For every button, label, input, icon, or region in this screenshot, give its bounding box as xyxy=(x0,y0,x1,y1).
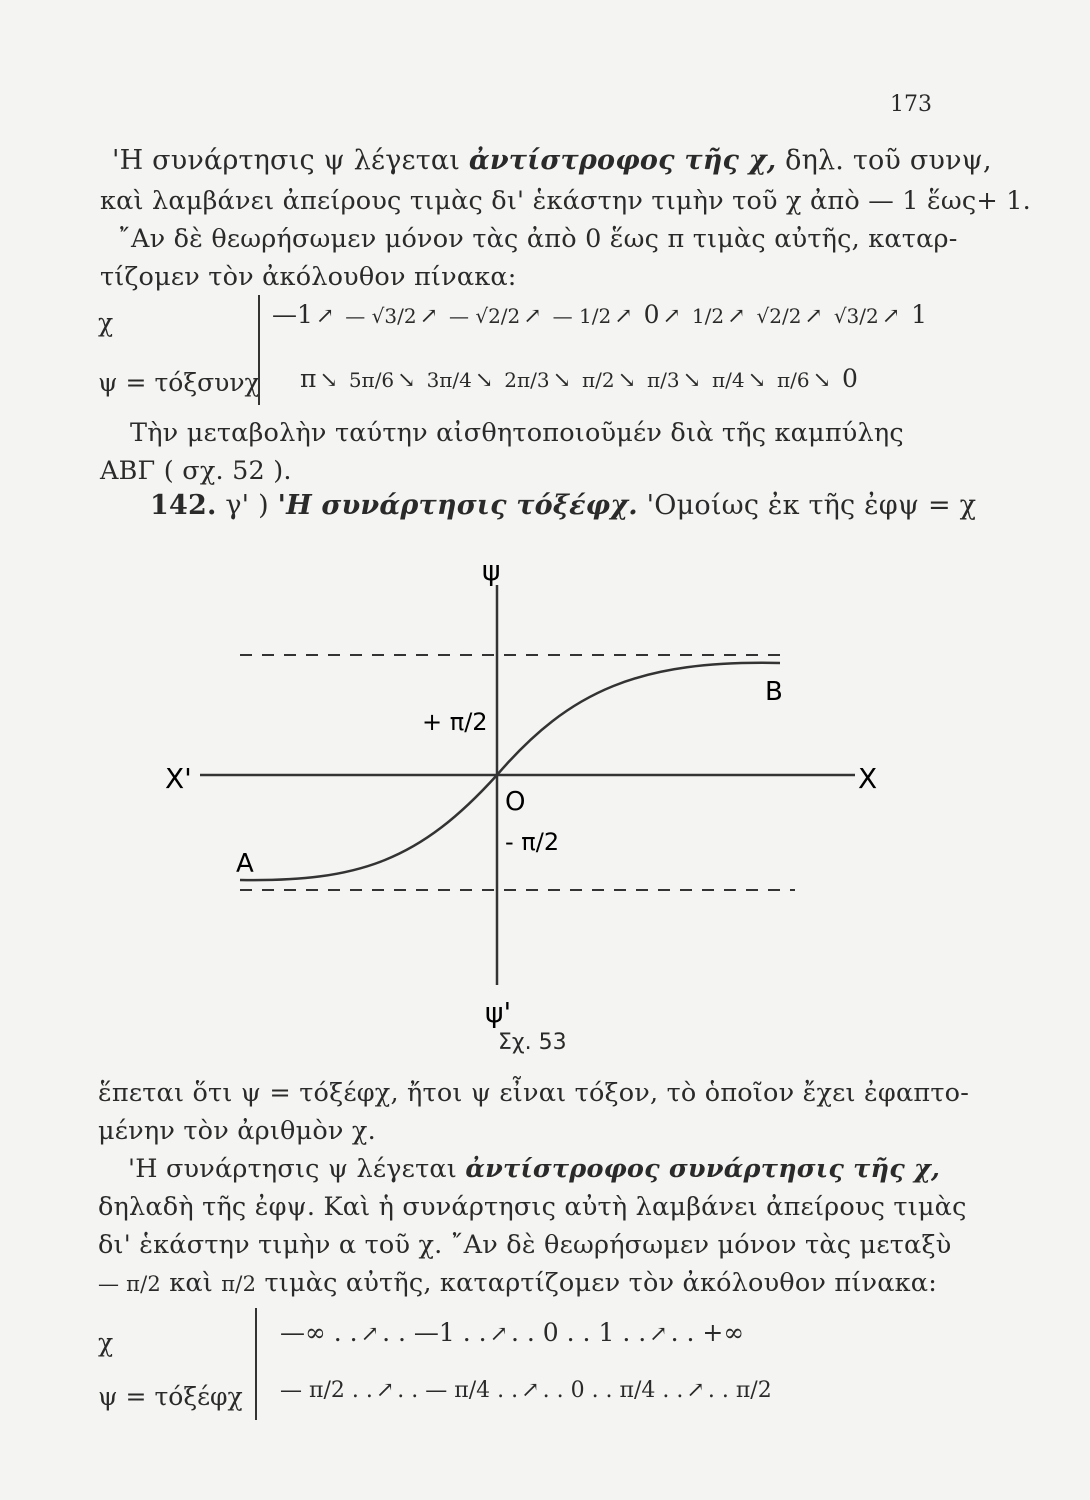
dots: . . xyxy=(622,1318,647,1347)
para2-line1: Τὴν μεταβολὴν ταύτην αἰσθητοποιοῦμέν διὰ τῆς καμπύλης xyxy=(130,418,904,448)
para3-line6-mid: καὶ xyxy=(160,1268,222,1298)
section-number: 142. xyxy=(150,490,217,521)
up-arrow-icon: ↗ xyxy=(649,1322,668,1347)
para3-line6 xyxy=(98,1268,937,1298)
para3-line6-post: τιμὰς αὐτῆς, καταρτίζομεν τὸν ἀκόλουθον πίνακα: xyxy=(256,1268,938,1298)
para1-line1-bold: ἀντίστροφος τῆς χ, xyxy=(468,145,777,176)
plus-pi-half-label: + π/2 xyxy=(422,708,488,736)
up-arrow-icon: ↗ xyxy=(523,304,542,329)
para3-line3-bold: ἀντίστροφος συνάρτησις τῆς χ, xyxy=(465,1154,941,1184)
down-arrow-icon: ↘ xyxy=(812,368,832,393)
t2-y-1: — π/4 xyxy=(425,1378,491,1403)
page-number: 173 xyxy=(890,92,932,117)
para1-line3: ῎Αν δὲ θεωρήσωμεν μόνον τὰς ἀπὸ 0 ἕως π τιμὰς αὐτῆς, καταρ- xyxy=(118,224,958,254)
t2-y-3: π/4 xyxy=(619,1378,656,1403)
down-arrow-icon: ↘ xyxy=(747,368,767,393)
origin-label: Ο xyxy=(505,787,526,817)
down-arrow-icon: ↘ xyxy=(682,368,702,393)
dots: . . xyxy=(351,1378,373,1403)
section-label: γ' ) xyxy=(216,490,278,521)
up-arrow-icon: ↗ xyxy=(419,304,439,329)
table2-row1 xyxy=(280,1318,744,1347)
t1-x-5: 1/2 xyxy=(691,304,725,328)
down-arrow-icon: ↘ xyxy=(552,368,572,393)
dots: . . xyxy=(707,1378,729,1403)
down-arrow-icon: ↘ xyxy=(474,368,494,393)
para3-line6-frac: π/2 xyxy=(221,1272,257,1296)
dots: . . xyxy=(497,1378,519,1403)
up-arrow-icon: ↗ xyxy=(489,1322,508,1347)
t2-x-1: —1 xyxy=(413,1318,455,1347)
dots: . . xyxy=(511,1318,535,1347)
minus-pi-half-label: - π/2 xyxy=(505,828,560,856)
point-a-label: Α xyxy=(236,849,254,879)
t1-x-4: 0 xyxy=(643,300,660,329)
axis-y-bottom-label: ψ' xyxy=(485,996,512,1029)
up-arrow-icon: ↗ xyxy=(881,304,901,329)
para3-line3 xyxy=(128,1154,940,1184)
t1-x-8: 1 xyxy=(911,300,928,329)
table2-row2 xyxy=(280,1378,772,1403)
para2-line2: ΑΒΓ ( σχ. 52 ). xyxy=(100,456,292,486)
table1-row2-label: ψ = τόξσυνχ xyxy=(98,368,260,397)
point-b-label: Β xyxy=(765,677,783,707)
para1-line1 xyxy=(112,145,992,176)
t1-y-7: π/6 xyxy=(777,368,810,392)
dots: . . xyxy=(662,1378,684,1403)
dots: . . xyxy=(591,1378,613,1403)
up-arrow-icon: ↗ xyxy=(521,1378,540,1403)
t2-y-2: 0 xyxy=(570,1378,585,1403)
table1-row1 xyxy=(272,300,927,329)
axis-x-left-label: Χ' xyxy=(165,762,192,795)
table2-brace xyxy=(255,1308,267,1420)
up-arrow-icon: ↗ xyxy=(614,304,633,329)
section-title: 'Η συνάρτησις τόξέφχ. xyxy=(277,490,638,521)
para3-line4: δηλαδὴ τῆς ἐφψ. Καὶ ἡ συνάρτησις αὐτὴ λαμβάνει ἀπείρους τιμὰς xyxy=(98,1192,967,1222)
up-arrow-icon: ↗ xyxy=(804,304,823,329)
dots: . . xyxy=(462,1318,487,1347)
t1-x-0: —1 xyxy=(272,300,313,329)
dots: . . xyxy=(397,1378,419,1403)
t2-y-0: — π/2 xyxy=(280,1378,345,1403)
up-arrow-icon: ↗ xyxy=(727,304,746,329)
t1-y-8: 0 xyxy=(842,364,858,393)
t2-x-3: 1 xyxy=(598,1318,615,1347)
para3-line2: μένην τὸν ἀριθμὸν χ. xyxy=(98,1116,376,1146)
t2-x-2: 0 xyxy=(542,1318,559,1347)
table1-row2 xyxy=(300,364,858,393)
up-arrow-icon: ↗ xyxy=(375,1378,395,1403)
table2-row1-label: χ xyxy=(98,1328,114,1357)
arctan-graph xyxy=(0,530,1090,1090)
t1-y-2: 3π/4 xyxy=(426,368,472,392)
dots: . . xyxy=(333,1318,358,1347)
para1-line2: καὶ λαμβάνει ἀπείρους τιμὰς δι' ἑκάστην τιμὴν τοῦ χ ἀπὸ — 1 ἕως+ 1. xyxy=(100,186,1031,216)
t1-y-0: π xyxy=(300,364,317,393)
t1-x-7: √3/2 xyxy=(833,304,879,328)
dots: . . xyxy=(542,1378,564,1403)
t1-y-6: π/4 xyxy=(712,368,745,392)
t1-x-6: √2/2 xyxy=(756,304,802,328)
t2-x-4: +∞ xyxy=(702,1318,745,1347)
up-arrow-icon: ↗ xyxy=(686,1378,705,1403)
up-arrow-icon: ↗ xyxy=(662,304,681,329)
down-arrow-icon: ↘ xyxy=(397,368,416,393)
t2-x-0: —∞ xyxy=(280,1318,326,1347)
axis-x-right-label: Χ xyxy=(858,762,878,795)
para3-line6-pre: — π/2 xyxy=(98,1272,161,1296)
down-arrow-icon: ↘ xyxy=(319,368,338,393)
table2-row2-label: ψ = τόξέφχ xyxy=(98,1382,243,1411)
dots: . . xyxy=(566,1318,591,1347)
para1-line1-pre: 'Η συνάρτησις ψ λέγεται xyxy=(112,145,469,176)
para3-line1: ἕπεται ὅτι ψ = τόξέφχ, ἤτοι ψ εἶναι τόξον, τὸ ὁποῖον ἔχει ἐφαπτο- xyxy=(98,1078,970,1108)
section-rest: 'Ομοίως ἐκ τῆς ἐφψ = χ xyxy=(637,490,977,521)
axis-y-top-label: ψ xyxy=(482,554,501,587)
t1-y-1: 5π/6 xyxy=(348,368,395,392)
para3-line3-pre: 'Η συνάρτησις ψ λέγεται xyxy=(128,1154,466,1184)
table1-row1-label: χ xyxy=(98,308,114,337)
t1-x-1: — √3/2 xyxy=(345,304,417,328)
t1-x-2: — √2/2 xyxy=(448,304,521,328)
t1-y-4: π/2 xyxy=(582,368,615,392)
up-arrow-icon: ↗ xyxy=(360,1322,380,1347)
figure-caption: Σχ. 53 xyxy=(498,1030,567,1055)
table1-brace xyxy=(258,295,270,405)
down-arrow-icon: ↘ xyxy=(617,368,637,393)
dots: . . xyxy=(382,1318,406,1347)
t1-x-3: — 1/2 xyxy=(552,304,612,328)
para1-line4: τίζομεν τὸν ἀκόλουθον πίνακα: xyxy=(100,262,517,292)
t1-y-3: 2π/3 xyxy=(504,368,550,392)
para3-line5: δι' ἑκάστην τιμὴν α τοῦ χ. ῎Αν δὲ θεωρήσωμεν μόνον τὰς μεταξὺ xyxy=(98,1230,952,1260)
dots: . . xyxy=(670,1318,695,1347)
t1-y-5: π/3 xyxy=(647,368,680,392)
section-heading xyxy=(150,490,976,521)
para1-line1-post: δηλ. τοῦ συνψ, xyxy=(776,145,992,176)
up-arrow-icon: ↗ xyxy=(315,304,335,329)
t2-y-4: π/2 xyxy=(735,1378,772,1403)
